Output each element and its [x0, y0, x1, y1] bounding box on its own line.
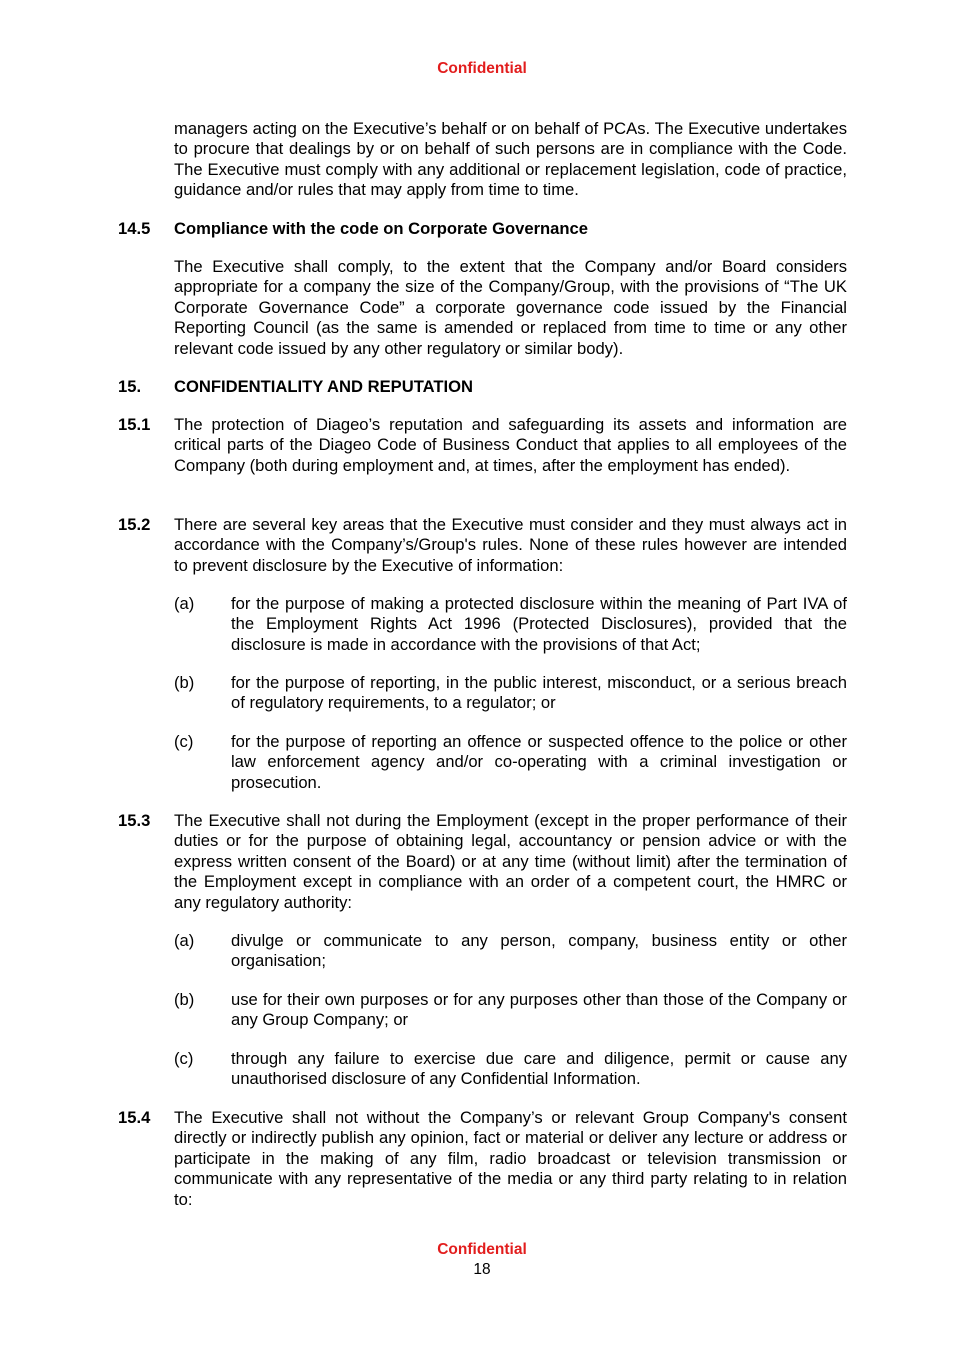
header-confidential-label: Confidential: [437, 60, 527, 77]
section-15-2-c-text: for the purpose of reporting an offence or suspected offence to the police or other law enforcement agency and/or co-operating with a criminal investigation or prosecution.: [231, 732, 847, 792]
section-15-1-text: The protection of Diageo’s reputation and safeguarding its assets and information are critical parts of the Diageo Code of Business Conduct that applies to all employees of the Company (both during employment and, at times, after the employment has ended).: [174, 415, 847, 475]
section-15-4-number: 15.4: [118, 1108, 151, 1127]
section-15-2-c-label: (c): [174, 732, 194, 751]
section-15-2-b-text: for the purpose of reporting, in the public interest, misconduct, or a serious breach of regulatory requirements, to a regulator; or: [231, 673, 847, 713]
page-number: 18: [473, 1261, 491, 1278]
section-15-3-b-text: use for their own purposes or for any purposes other than those of the Company or any Group Company; or: [231, 990, 847, 1030]
section-15-3-c-label: (c): [174, 1049, 194, 1068]
section-15-3-text: The Executive shall not during the Employment (except in the proper performance of their duties or for the purpose of obtaining legal, accountancy or pension advice or with the express written consent of the Board) or at any time (without limit) after the termination of the Employment except in compliance with an order of a competent court, the HMRC or any regulatory authority:: [174, 811, 847, 912]
section-14-5-text: The Executive shall comply, to the extent that the Company and/or Board considers appropriate for a company the size of the Company/Group, with the provisions of “The UK Corporate Governance Code” a corporate governance code issued by the Financial Reporting Council (as the same is amended or replaced from time to time or any other relevant code issued by any other regulatory or similar body).: [174, 257, 847, 358]
section-15-2-a-label: (a): [174, 594, 195, 613]
section-15-heading: CONFIDENTIALITY AND REPUTATION: [174, 377, 473, 396]
intro-paragraph: managers acting on the Executive’s behalf or on behalf of PCAs. The Executive undertakes to procure that dealings by or on behalf of such persons are in compliance with the Code. The Executive must comply with any additional or replacement legislation, code of practice, guidance and/or rules that may apply from time to time.: [174, 119, 847, 200]
section-15-3-c-text: through any failure to exercise due care and diligence, permit or cause any unauthorised disclosure of any Confidential Information.: [231, 1049, 847, 1089]
section-15-3-number: 15.3: [118, 811, 151, 830]
footer-confidential-label: Confidential: [437, 1241, 527, 1258]
section-15-2-number: 15.2: [118, 515, 151, 534]
section-14-5-heading: Compliance with the code on Corporate Governance: [174, 219, 588, 238]
section-15-number: 15.: [118, 377, 142, 396]
section-15-2-text: There are several key areas that the Executive must consider and they must always act in accordance with the Company’s/Group's rules. None of these rules however are intended to prevent disclosure by the Executive of information:: [174, 515, 847, 575]
section-15-3-a-label: (a): [174, 931, 195, 950]
section-14-5-number: 14.5: [118, 219, 151, 238]
section-15-3-a-text: divulge or communicate to any person, company, business entity or other organisation;: [231, 931, 847, 971]
section-15-3-b-label: (b): [174, 990, 195, 1009]
section-15-1-number: 15.1: [118, 415, 151, 434]
section-15-2-a-text: for the purpose of making a protected disclosure within the meaning of Part IVA of the Employment Rights Act 1996 (Protected Disclosures), provided that the disclosure is made in accordance with the provisions of that Act;: [231, 594, 847, 654]
section-15-2-b-label: (b): [174, 673, 195, 692]
section-15-4-text: The Executive shall not without the Company’s or relevant Group Company's consent directly or indirectly publish any opinion, fact or material or deliver any lecture or address or participate in the making of any film, radio broadcast or television transmission or communicate with any representative of the media or any third party relating to in relation to:: [174, 1108, 847, 1209]
